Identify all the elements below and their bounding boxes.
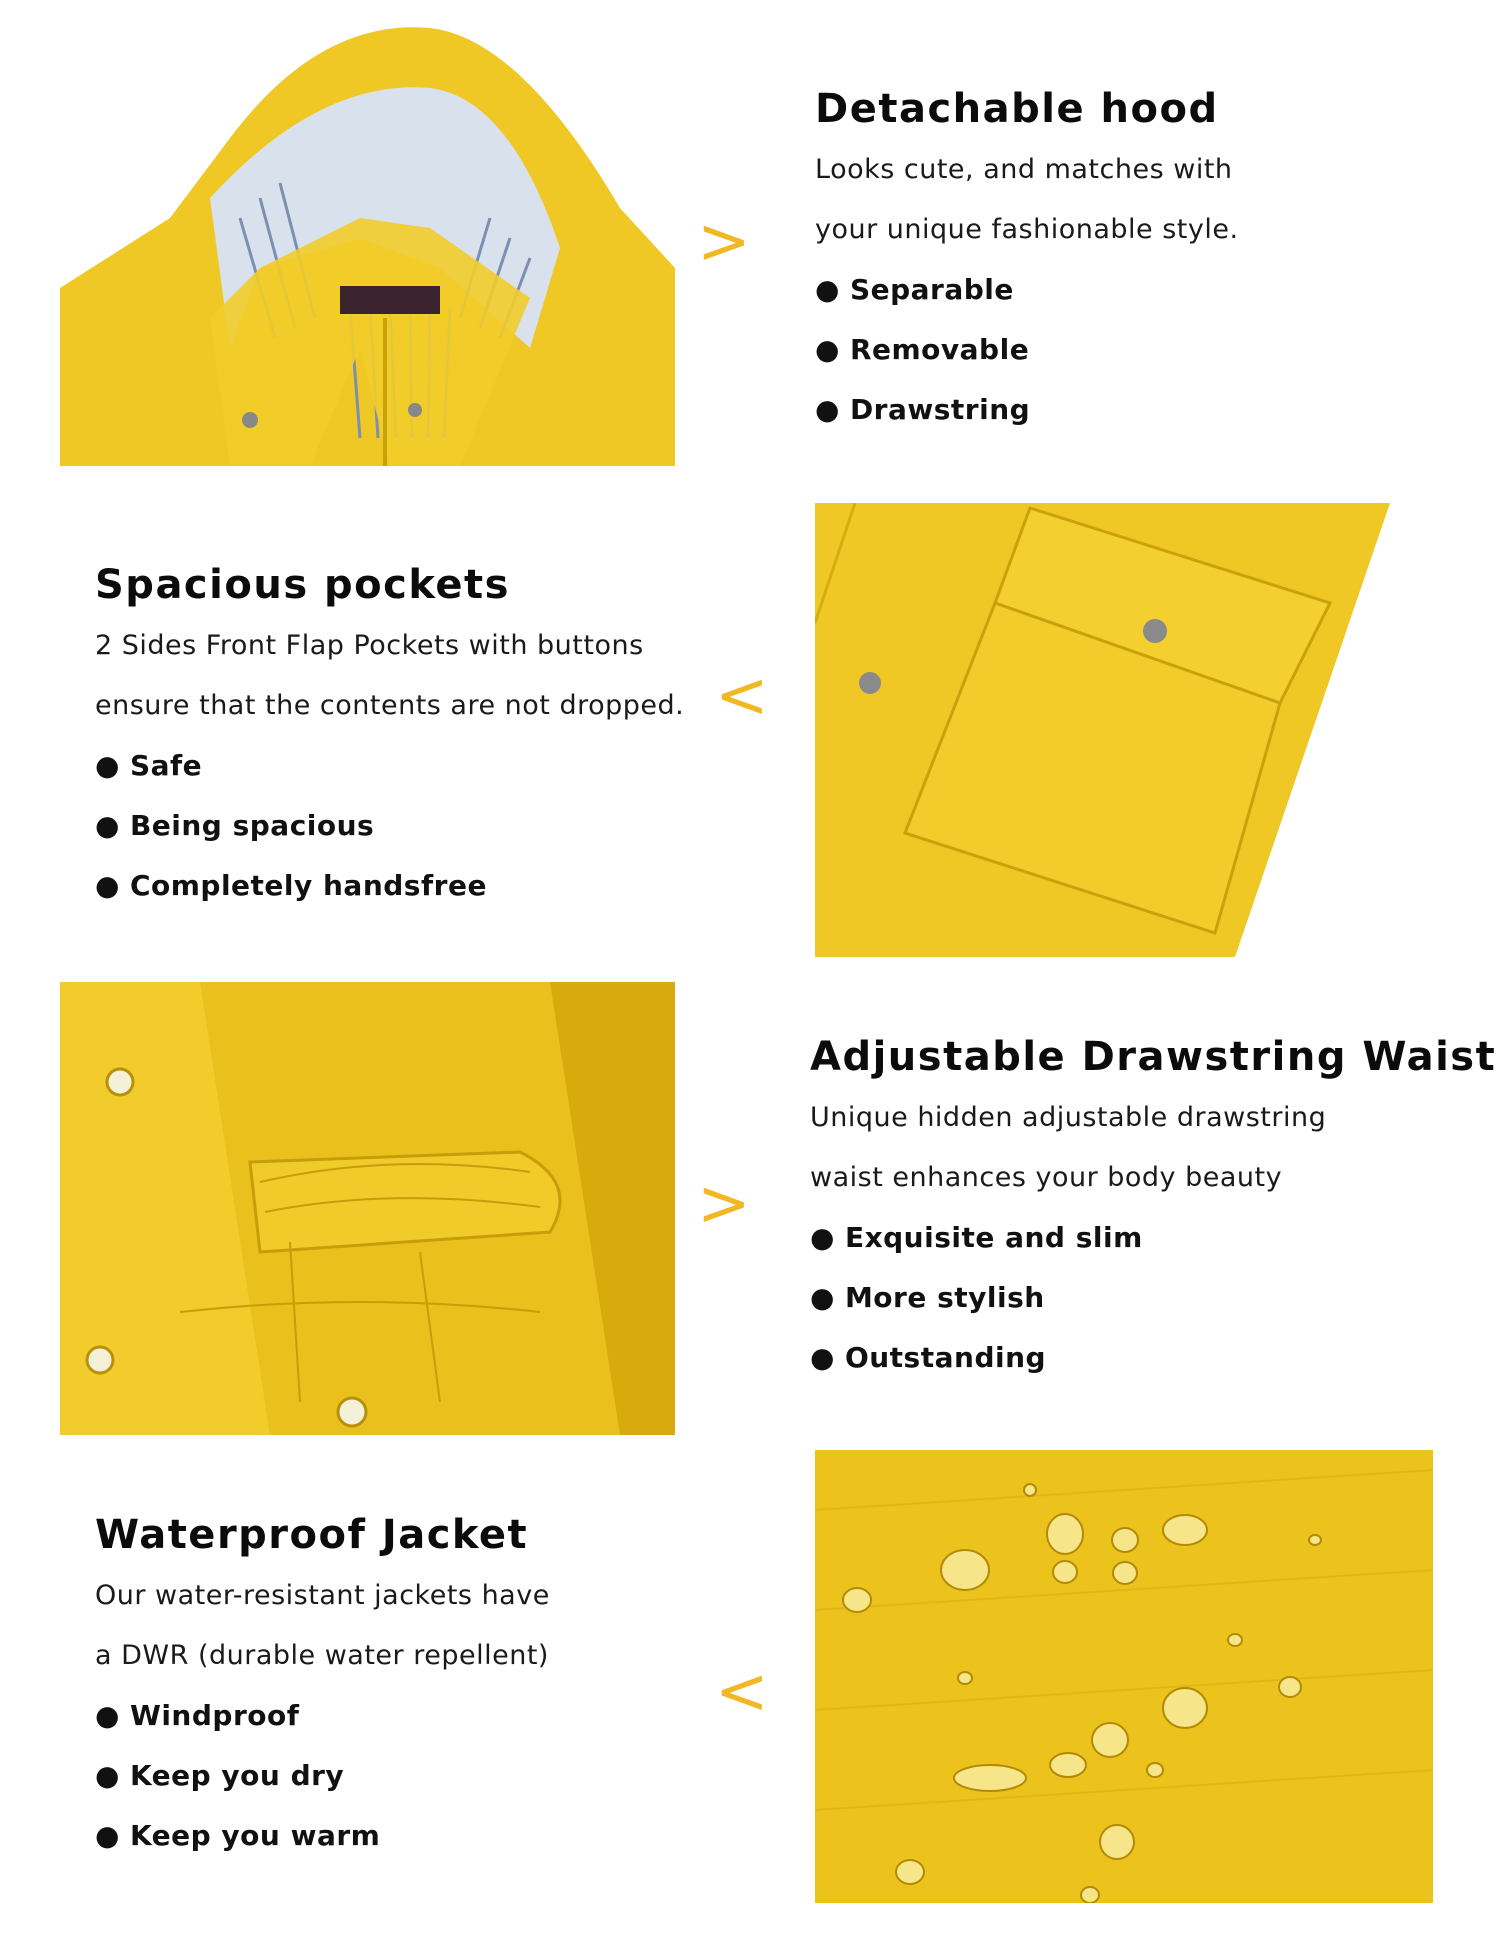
section-heading: Adjustable Drawstring Waist	[810, 1034, 1497, 1080]
section-heading: Waterproof Jacket	[95, 1512, 529, 1558]
bullet-icon: ●	[95, 749, 120, 782]
pocket-text	[95, 562, 684, 916]
waist-photo	[60, 982, 675, 1435]
feature-bullet: ● Safe	[95, 749, 203, 782]
bullet-icon: ●	[95, 869, 120, 902]
arrow-left-2: <	[715, 659, 769, 733]
arrow-left-4: <	[715, 1655, 769, 1729]
feature-bullet: ● Exquisite and slim	[810, 1221, 1143, 1254]
feature-bullet: ● Separable	[815, 273, 1014, 306]
waterproof-text	[95, 1512, 550, 1866]
feature-bullet: ● Being spacious	[95, 809, 375, 842]
section-desc-line: Looks cute, and matches with	[815, 154, 1233, 185]
bullet-icon: ●	[815, 393, 840, 426]
bullet-icon: ●	[815, 333, 840, 366]
waist-text	[810, 1034, 1496, 1388]
section-desc-line: a DWR (durable water repellent)	[95, 1640, 549, 1671]
section-heading: Spacious pockets	[95, 562, 510, 608]
section-heading: Detachable hood	[815, 86, 1219, 132]
bullet-icon: ●	[810, 1281, 835, 1314]
section-desc-line: ensure that the contents are not dropped.	[95, 690, 685, 721]
hood-photo	[60, 18, 675, 466]
water-droplets-icon	[815, 1450, 1433, 1903]
feature-bullet: ● Keep you warm	[95, 1819, 381, 1852]
bullet-icon: ●	[95, 1819, 120, 1852]
pocket-photo	[815, 503, 1390, 957]
arrow-right-3: >	[697, 1167, 751, 1241]
feature-bullet: ● Removable	[815, 333, 1030, 366]
feature-bullet: ● Keep you dry	[95, 1759, 345, 1792]
arrow-right-1: >	[697, 205, 751, 279]
bullet-icon: ●	[95, 809, 120, 842]
bullet-icon: ●	[810, 1341, 835, 1374]
section-desc-line: your unique fashionable style.	[815, 214, 1239, 245]
flap-pocket-icon	[815, 503, 1390, 957]
bullet-icon: ●	[95, 1699, 120, 1732]
section-desc-line: 2 Sides Front Flap Pockets with buttons	[95, 630, 644, 661]
feature-bullet: ● Windproof	[95, 1699, 300, 1732]
bullet-icon: ●	[810, 1221, 835, 1254]
section-desc-line: waist enhances your body beauty	[810, 1162, 1283, 1193]
water-photo	[815, 1450, 1433, 1903]
jacket-hood-icon	[60, 18, 675, 466]
section-desc-line: Our water-resistant jackets have	[95, 1580, 550, 1611]
section-desc-line: Unique hidden adjustable drawstring	[810, 1102, 1327, 1133]
feature-bullet: ● Outstanding	[810, 1341, 1047, 1374]
bullet-icon: ●	[95, 1759, 120, 1792]
feature-bullet: ● More stylish	[810, 1281, 1045, 1314]
feature-bullet: ● Completely handsfree	[95, 869, 487, 902]
drawstring-waist-icon	[60, 982, 675, 1435]
bullet-icon: ●	[815, 273, 840, 306]
feature-bullet: ● Drawstring	[815, 393, 1031, 426]
hood-text	[815, 86, 1239, 440]
